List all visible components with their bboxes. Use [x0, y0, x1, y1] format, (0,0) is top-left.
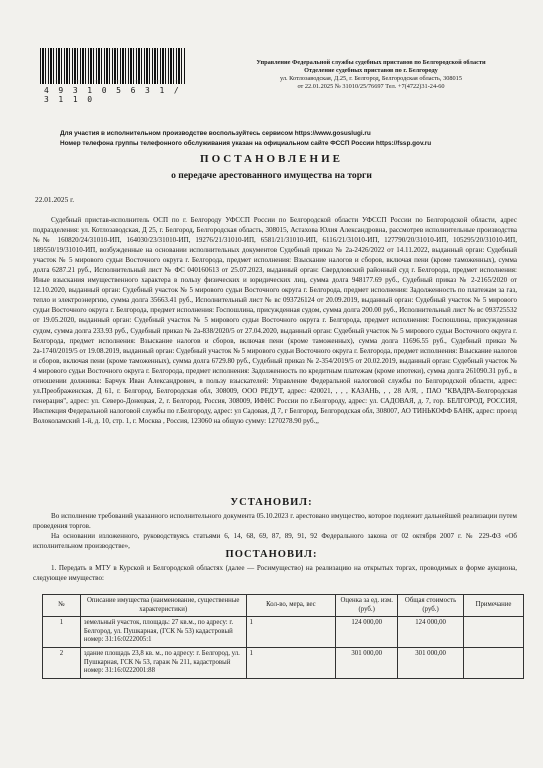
department-address: ул. Котлозаводская, Д.25, г. Белгород, Белгородская область, 308015	[280, 75, 462, 83]
document-title: ПОСТАНОВЛЕНИЕ	[200, 153, 343, 165]
barcode-number: 4 9 3 1 0 5 6 3 1 / 3 1 1 0	[44, 86, 182, 104]
phone-note: Номер телефона группы телефонного обслуживания указан на официальном сайте ФССП России https://fssp.gov.ru	[60, 140, 432, 147]
document-date: 22.01.2025 г.	[35, 195, 75, 204]
col-header-description: Описание имущества (наименование, существенные характеристики)	[80, 595, 246, 617]
resolved-item-1: 1. Передать в МТУ в Курской и Белгородской областях (далее — Росимущество) на реализацию на открытых торгах, проводимых в форме аукциона, следующее имущество:	[33, 564, 517, 582]
resolved-section	[33, 563, 517, 583]
registration-line: от 22.01.2025 № 31010/25/76697 Тел. +7(4722)31-24-60	[297, 83, 445, 91]
legal-basis-text: На основании изложенного, руководствуясь статьями 6, 14, 68, 69, 87, 89, 91, 92 Федерального закона от 02 октября 2007 г. № 229-ФЗ «Об исполнительном производстве»,	[33, 532, 517, 550]
body-text	[33, 215, 517, 426]
cell-number: 2	[43, 647, 81, 678]
cell-total: 124 000,00	[398, 617, 464, 648]
col-header-quantity: Кол-во, мера, вес	[246, 595, 336, 617]
col-header-unit-price: Оценка за ед. изм. (руб.)	[336, 595, 398, 617]
department-name: Отделение судебных приставов по г. Белгороду	[304, 67, 438, 75]
col-header-note: Примечание	[464, 595, 524, 617]
cell-total: 301 000,00	[398, 647, 464, 678]
cell-description: здание площадь 23,8 кв. м., по адресу: г. Белгород, ул. Пушкарная, ГСК № 53, гараж № 211, кадастровый номер: 31:16:0222001:88	[80, 647, 246, 678]
resolved-heading: ПОСТАНОВИЛ:	[225, 549, 318, 560]
cell-description: земельный участок, площадь: 27 кв.м., по адресу: г. Белгород, ул. Пушкарная, (ГСК № 53) кадастровый номер: 31:16:0222005:1	[80, 617, 246, 648]
cell-quantity: 1	[246, 617, 336, 648]
cell-note	[464, 617, 524, 648]
table-row	[43, 647, 524, 678]
table-row	[43, 617, 524, 648]
cell-unit-price: 124 000,00	[336, 617, 398, 648]
body-paragraph: Судебный пристав-исполнитель ОСП по г. Белгороду УФССП России по Белгородской области УФССП России по Белгородской области, адрес подразделения: ул. Котлозаводская, Д 25, г. Белгород, Белгородская область, 308015, Астахова Юлия Александровна, рассмотрев исполнительные производства №№ 160820/24/31010-ИП, 164030/23/31010-ИП, 19276/21/31010-ИП, 6581/21/31010-ИП, 6116/21/31010-ИП, 127790/20/31010-ИП, 105295/20/31010-ИП, 189550/19/31010-ИП, возбужденные на основании исполнительных документов Судебный приказ № 2а-2426/2022 от 14.11.2022, выданный орган: Судебный участок № 5 мирового судьи Восточного округа г. Белгорода, предмет исполнения: Взыскание налогов и сборов, включая пени (кроме таможенных), сумма долга 6287.21 руб., Исполнительный лист № ФС 040160613 от 25.07.2023, выданный орган: Свердловский районный суд г. Белгорода, предмет исполнения: Иные взыскания имущественного характера в пользу физических и юридических лиц, сумма долга 948177.69 руб., Судебный приказ № 2-2165/2020 от 12.10.2020, выданный орган: Судебный участок № 5 мирового судьи Восточного округа г. Белгорода, предмет исполнения: Задолженность по платежам за газ, тепло и электроэнергию, сумма долга 35663.41 руб., Исполнительный лист № вс 093726124 от 20.09.2019, выданный орган: Судебный участок № 5 мирового судьи Восточного округа г. Белгорода, предмет исполнения: Госпошлина, присужденная судом, сумма долга 200.00 руб., Исполнительный лист № вс 093725532 от 19.05.2020, выданный орган: Судебный участок № 5 мирового судьи Восточного округа г. Белгорода, предмет исполнения: Госпошлина, присужденная судом, сумма долга 233.93 руб., Судебный приказ № 2а-838/2020/5 от 27.04.2020, выданный орган: Судебный участок № 5 мирового судьи Восточного округа г. Белгорода, предмет исполнения: Взыскание налогов и сборов, включая пени (кроме таможенных), сумма долга 11696.55 руб., Судебный приказ № 2а-1740/2019/5 от 19.08.2019, выданный орган: Судебный участок № 5 мирового судьи Восточного округа г. Белгорода, предмет исполнения: Взыскание налогов и сборов, включая пени (кроме таможенных), сумма долга 6729.80 руб., Судебный приказ № 2-354/2019/5 от 20.02.2019, выданный орган: Судебный участок № 4 мирового судьи Восточного округа г. Белгорода, предмет исполнения: Задолженность по кредитным платежам (кроме ипотеки), сумма долга 261090.31 руб., в отношении должника: Барчук Иван Александрович, в пользу взыскателей: Управление Федеральной налоговой службы по Белгородской области, адрес: ул.Преображенская, Д 61, г. Белгород, Белгородская обл, 308009, ООО РЕДУТ, адрес: 420021, , , , КАЗАНЬ, , , 28 А/Я, , ПАО "КВАДРА-Белгородская генерация", адрес: ул. Северо-Донецкая, 2, г. Белгород, Россия, 308009, ИФНС России по г.Белгороду, адрес: ул. САДОВАЯ, д. 7, гор. БЕЛГОРОД, РОССИЯ, Инспекция Федеральной налоговой службы по г.Белгороду, адрес: ул Садовая, Д 7, г Белгород, Белгородская обл, 308007, АО ТИНЬКОФФ БАНК, адрес: проезд Волоколамский 1-й, д. 10, стр. 1, г. Москва , Россия, 123060 на общую сумму: 1270278.90 руб.,,	[33, 216, 517, 425]
agency-name: Управление Федеральной службы судебных приставов по Белгородской области	[256, 59, 486, 66]
gosuslugi-note: Для участия в исполнительном производстве воспользуйтесь сервисом https://www.gosuslugi.ru	[60, 130, 371, 137]
col-header-total: Общая стоимость (руб.)	[398, 595, 464, 617]
established-text: Во исполнение требований указанного исполнительного документа 05.10.2023 г. арестовано имущество, которое подлежит дальнейшей реализации путем проведения торгов.	[33, 512, 517, 530]
cell-unit-price: 301 000,00	[336, 647, 398, 678]
col-header-number: №	[43, 595, 81, 617]
cell-quantity: 1	[246, 647, 336, 678]
property-table	[42, 594, 524, 679]
barcode	[40, 48, 185, 84]
cell-note	[464, 647, 524, 678]
cell-number: 1	[43, 617, 81, 648]
issuer-header	[212, 59, 530, 91]
document-subtitle: о передаче арестованного имущества на торги	[171, 170, 372, 181]
established-heading: УСТАНОВИЛ:	[230, 497, 313, 508]
table-header-row	[43, 595, 524, 617]
established-section	[33, 511, 517, 551]
